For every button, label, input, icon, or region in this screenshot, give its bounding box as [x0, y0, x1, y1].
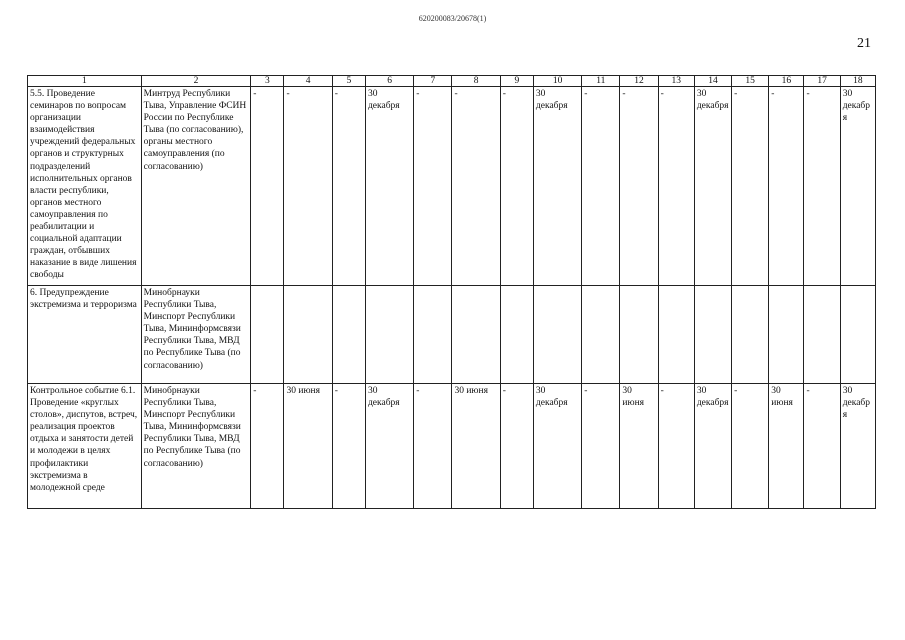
schedule-cell: -	[732, 384, 769, 509]
header-cell: 12	[620, 76, 658, 87]
schedule-cell: -	[284, 87, 332, 286]
header-cell: 8	[452, 76, 500, 87]
header-cell: 1	[28, 76, 142, 87]
schedule-cell: -	[414, 384, 452, 509]
schedule-cell: -	[732, 87, 769, 286]
header-cell: 14	[694, 76, 731, 87]
schedule-cell	[840, 286, 875, 384]
schedule-cell: 30 декабря	[365, 384, 413, 509]
schedule-cell	[500, 286, 533, 384]
event-description: 6. Предупреждение экстремизма и терроризма	[28, 286, 142, 384]
schedule-cell: 30 декабря	[365, 87, 413, 286]
header-cell: 10	[533, 76, 581, 87]
schedule-cell: 30 декабря	[694, 384, 731, 509]
header-cell: 16	[769, 76, 804, 87]
schedule-cell	[769, 286, 804, 384]
schedule-cell: -	[251, 87, 284, 286]
schedule-cell: -	[332, 87, 365, 286]
schedule-cell	[658, 286, 694, 384]
schedule-cell	[332, 286, 365, 384]
header-cell: 4	[284, 76, 332, 87]
schedule-cell	[694, 286, 731, 384]
schedule-cell: -	[582, 384, 620, 509]
header-cell: 11	[582, 76, 620, 87]
schedule-cell	[804, 286, 840, 384]
schedule-cell: -	[804, 384, 840, 509]
schedule-cell: 30 июня	[620, 384, 658, 509]
schedule-cell: -	[251, 384, 284, 509]
table-row	[28, 286, 876, 384]
schedule-cell	[251, 286, 284, 384]
schedule-cell: -	[658, 384, 694, 509]
schedule-cell: 30 декабря	[533, 384, 581, 509]
header-cell: 2	[141, 76, 251, 87]
header-cell: 7	[414, 76, 452, 87]
header-cell: 17	[804, 76, 840, 87]
schedule-cell: -	[500, 87, 533, 286]
schedule-cell	[620, 286, 658, 384]
schedule-cell: 30 июня	[284, 384, 332, 509]
schedule-table	[27, 75, 876, 509]
header-cell: 18	[840, 76, 875, 87]
table-row	[28, 87, 876, 286]
schedule-cell: 30 декабря	[840, 87, 875, 286]
responsible-executors: Минобрнауки Республики Тыва, Минспорт Республики Тыва, Мининформсвязи Республики Тыва, МВД по Республике Тыва (по согласованию)	[141, 384, 251, 509]
document-id: 620200083/20678(1)	[418, 14, 487, 23]
event-description: Контрольное событие 6.1. Проведение «круглых столов», диспутов, встреч, реализация проектов отдыха и занятости детей и молодежи в целях профилактики экстремизма в молодежной среде	[28, 384, 142, 509]
schedule-cell	[284, 286, 332, 384]
schedule-cell	[582, 286, 620, 384]
page-number: 21	[857, 36, 871, 51]
schedule-cell	[414, 286, 452, 384]
header-cell: 9	[500, 76, 533, 87]
header-cell: 13	[658, 76, 694, 87]
header-cell: 15	[732, 76, 769, 87]
schedule-cell	[533, 286, 581, 384]
event-description: 5.5. Проведение семинаров по вопросам организации взаимодействия учреждений федеральных органов и структурных подразделений исполнительных органов власти республики, органов местного самоуправления по реабилитации и социальной адаптации граждан, отбывших наказание в виде лишения свободы	[28, 87, 142, 286]
schedule-cell: -	[658, 87, 694, 286]
schedule-cell: 30 декабря	[840, 384, 875, 509]
table-row	[28, 384, 876, 509]
schedule-cell: 30 июня	[452, 384, 500, 509]
schedule-cell: -	[414, 87, 452, 286]
schedule-cell: -	[582, 87, 620, 286]
schedule-cell: -	[332, 384, 365, 509]
responsible-executors: Минобрнауки Республики Тыва, Минспорт Республики Тыва, Мининформсвязи Республики Тыва, МВД по Республике Тыва (по согласованию)	[141, 286, 251, 384]
header-cell: 5	[332, 76, 365, 87]
column-number-row	[28, 76, 876, 87]
schedule-cell: -	[804, 87, 840, 286]
schedule-cell: -	[769, 87, 804, 286]
schedule-cell: -	[620, 87, 658, 286]
schedule-cell: -	[500, 384, 533, 509]
responsible-executors: Минтруд Республики Тыва, Управление ФСИН России по Республике Тыва (по согласованию), органы местного самоуправления (по согласованию)	[141, 87, 251, 286]
schedule-cell	[365, 286, 413, 384]
header-cell: 3	[251, 76, 284, 87]
schedule-cell: 30 июня	[769, 384, 804, 509]
schedule-cell	[452, 286, 500, 384]
schedule-cell: 30 декабря	[533, 87, 581, 286]
schedule-cell	[732, 286, 769, 384]
schedule-cell: 30 декабря	[694, 87, 731, 286]
header-cell: 6	[365, 76, 413, 87]
schedule-cell: -	[452, 87, 500, 286]
